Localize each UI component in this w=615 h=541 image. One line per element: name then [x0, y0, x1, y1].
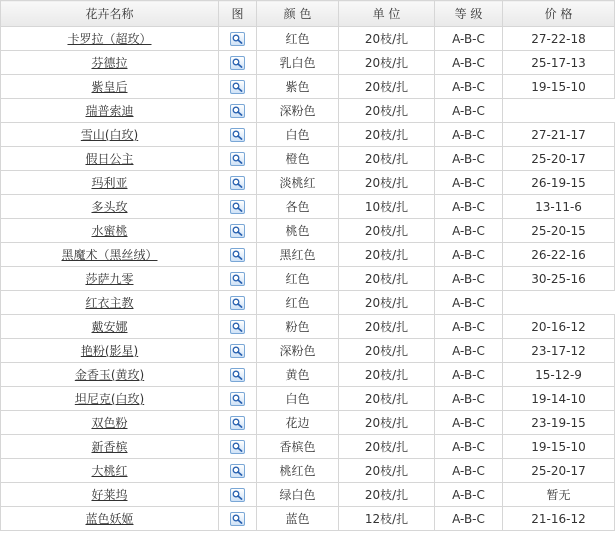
flower-name-link[interactable]: 芬德拉 [91, 56, 128, 70]
price-cell: 27-22-18 [503, 27, 615, 51]
picture-cell [219, 267, 257, 291]
grade-cell: A-B-C [435, 243, 503, 267]
price-cell [503, 99, 615, 123]
table-row [1, 291, 615, 315]
flower-name-cell [1, 147, 219, 171]
unit-cell: 20枝/扎 [339, 315, 435, 339]
color-cell: 乳白色 [257, 51, 339, 75]
flower-name-cell [1, 291, 219, 315]
flower-name-link[interactable]: 红衣主教 [85, 296, 134, 310]
flower-name-cell [1, 123, 219, 147]
header-unit: 单 位 [339, 1, 435, 27]
grade-cell: A-B-C [435, 75, 503, 99]
picture-cell [219, 339, 257, 363]
color-cell: 红色 [257, 27, 339, 51]
unit-cell: 20枝/扎 [339, 243, 435, 267]
table-row [1, 243, 615, 267]
magnifier-icon[interactable] [230, 296, 245, 310]
flower-name-cell [1, 459, 219, 483]
magnifier-icon[interactable] [230, 344, 245, 358]
unit-cell: 20枝/扎 [339, 387, 435, 411]
flower-name-link[interactable]: 瑞普索迪 [85, 104, 134, 118]
flower-name-link[interactable]: 蓝色妖姬 [85, 512, 134, 526]
unit-cell: 20枝/扎 [339, 219, 435, 243]
unit-cell: 20枝/扎 [339, 171, 435, 195]
grade-cell: A-B-C [435, 123, 503, 147]
unit-cell: 20枝/扎 [339, 339, 435, 363]
flower-name-cell [1, 435, 219, 459]
price-cell: 27-21-17 [503, 123, 615, 147]
unit-cell: 20枝/扎 [339, 75, 435, 99]
flower-name-cell [1, 75, 219, 99]
picture-cell [219, 435, 257, 459]
header-color: 颜 色 [257, 1, 339, 27]
flower-name-cell [1, 267, 219, 291]
price-cell: 暂无 [503, 483, 615, 507]
flower-name-link[interactable]: 雪山(白玫) [80, 128, 139, 142]
flower-name-link[interactable]: 金香玉(黄玫) [74, 368, 145, 382]
price-cell: 23-17-12 [503, 339, 615, 363]
magnifier-icon[interactable] [230, 272, 245, 286]
magnifier-icon[interactable] [230, 440, 245, 454]
header-flower-name: 花卉名称 [1, 1, 219, 27]
grade-cell: A-B-C [435, 339, 503, 363]
table-row [1, 171, 615, 195]
picture-cell [219, 27, 257, 51]
flower-name-cell [1, 339, 219, 363]
picture-cell [219, 123, 257, 147]
color-cell: 香槟色 [257, 435, 339, 459]
price-cell: 25-20-17 [503, 147, 615, 171]
price-cell [503, 291, 615, 315]
flower-name-cell [1, 171, 219, 195]
table-row [1, 435, 615, 459]
grade-cell: A-B-C [435, 51, 503, 75]
color-cell: 桃红色 [257, 459, 339, 483]
table-row [1, 195, 615, 219]
grade-cell: A-B-C [435, 99, 503, 123]
unit-cell: 20枝/扎 [339, 291, 435, 315]
unit-cell: 20枝/扎 [339, 267, 435, 291]
price-cell: 15-12-9 [503, 363, 615, 387]
color-cell: 黄色 [257, 363, 339, 387]
table-row [1, 123, 615, 147]
price-cell: 30-25-16 [503, 267, 615, 291]
grade-cell: A-B-C [435, 483, 503, 507]
unit-cell: 20枝/扎 [339, 435, 435, 459]
color-cell: 橙色 [257, 147, 339, 171]
magnifier-icon[interactable] [230, 416, 245, 430]
unit-cell: 20枝/扎 [339, 363, 435, 387]
color-cell: 粉色 [257, 315, 339, 339]
color-cell: 绿白色 [257, 483, 339, 507]
flower-name-cell [1, 483, 219, 507]
magnifier-icon[interactable] [230, 512, 245, 526]
magnifier-icon[interactable] [230, 80, 245, 94]
color-cell: 深粉色 [257, 99, 339, 123]
picture-cell [219, 75, 257, 99]
unit-cell: 20枝/扎 [339, 99, 435, 123]
picture-cell [219, 99, 257, 123]
unit-cell: 20枝/扎 [339, 27, 435, 51]
price-cell: 25-20-15 [503, 219, 615, 243]
magnifier-icon[interactable] [230, 152, 245, 166]
header-price: 价 格 [503, 1, 615, 27]
flower-name-link[interactable]: 双色粉 [91, 416, 128, 430]
magnifier-icon[interactable] [230, 248, 245, 262]
picture-cell [219, 219, 257, 243]
magnifier-icon[interactable] [230, 104, 245, 118]
color-cell: 淡桃红 [257, 171, 339, 195]
unit-cell: 20枝/扎 [339, 411, 435, 435]
flower-name-link[interactable]: 戴安娜 [91, 320, 128, 334]
table-row [1, 27, 615, 51]
price-cell: 20-16-12 [503, 315, 615, 339]
grade-cell: A-B-C [435, 267, 503, 291]
magnifier-icon[interactable] [230, 200, 245, 214]
color-cell: 红色 [257, 267, 339, 291]
flower-name-link[interactable]: 坦尼克(白玫) [74, 392, 145, 406]
grade-cell: A-B-C [435, 411, 503, 435]
table-row [1, 147, 615, 171]
grade-cell: A-B-C [435, 291, 503, 315]
grade-cell: A-B-C [435, 219, 503, 243]
flower-name-link[interactable]: 新香槟 [91, 440, 128, 454]
picture-cell [219, 195, 257, 219]
magnifier-icon[interactable] [230, 56, 245, 70]
picture-cell [219, 507, 257, 531]
magnifier-icon[interactable] [230, 176, 245, 190]
grade-cell: A-B-C [435, 363, 503, 387]
picture-cell [219, 363, 257, 387]
picture-cell [219, 459, 257, 483]
color-cell: 蓝色 [257, 507, 339, 531]
color-cell: 白色 [257, 123, 339, 147]
table-row [1, 507, 615, 531]
table-row [1, 411, 615, 435]
magnifier-icon[interactable] [230, 320, 245, 334]
unit-cell: 20枝/扎 [339, 51, 435, 75]
flower-name-cell [1, 27, 219, 51]
unit-cell: 20枝/扎 [339, 459, 435, 483]
picture-cell [219, 147, 257, 171]
price-cell: 26-19-15 [503, 171, 615, 195]
table-header-row [1, 1, 615, 27]
flower-name-link[interactable]: 黑魔术（黑丝绒） [61, 248, 158, 262]
unit-cell: 20枝/扎 [339, 147, 435, 171]
magnifier-icon[interactable] [230, 464, 245, 478]
table-row [1, 483, 615, 507]
picture-cell [219, 291, 257, 315]
header-grade: 等 级 [435, 1, 503, 27]
color-cell: 深粉色 [257, 339, 339, 363]
table-body [1, 27, 615, 531]
flower-name-cell [1, 51, 219, 75]
table-row [1, 75, 615, 99]
picture-cell [219, 51, 257, 75]
flower-name-link[interactable]: 卡罗拉（超玫） [67, 32, 152, 46]
grade-cell: A-B-C [435, 507, 503, 531]
price-cell: 25-20-17 [503, 459, 615, 483]
price-cell: 19-14-10 [503, 387, 615, 411]
grade-cell: A-B-C [435, 195, 503, 219]
flower-name-cell [1, 99, 219, 123]
color-cell: 花边 [257, 411, 339, 435]
magnifier-icon[interactable] [230, 32, 245, 46]
flower-name-cell [1, 507, 219, 531]
unit-cell: 20枝/扎 [339, 483, 435, 507]
table-row [1, 315, 615, 339]
table-row [1, 219, 615, 243]
grade-cell: A-B-C [435, 387, 503, 411]
flower-name-cell [1, 411, 219, 435]
flower-name-cell [1, 219, 219, 243]
color-cell: 白色 [257, 387, 339, 411]
table-row [1, 387, 615, 411]
flower-name-cell [1, 387, 219, 411]
magnifier-icon[interactable] [230, 488, 245, 502]
picture-cell [219, 243, 257, 267]
picture-cell [219, 171, 257, 195]
picture-cell [219, 315, 257, 339]
color-cell: 红色 [257, 291, 339, 315]
grade-cell: A-B-C [435, 435, 503, 459]
price-cell: 19-15-10 [503, 75, 615, 99]
unit-cell: 20枝/扎 [339, 123, 435, 147]
table-row [1, 99, 615, 123]
table-row [1, 363, 615, 387]
flower-name-link[interactable]: 艳粉(影星) [80, 344, 139, 358]
flower-name-link[interactable]: 紫皇后 [91, 80, 128, 94]
picture-cell [219, 411, 257, 435]
color-cell: 桃色 [257, 219, 339, 243]
grade-cell: A-B-C [435, 315, 503, 339]
table-row [1, 459, 615, 483]
grade-cell: A-B-C [435, 27, 503, 51]
flower-name-link[interactable]: 水蜜桃 [91, 224, 128, 238]
magnifier-icon[interactable] [230, 392, 245, 406]
magnifier-icon[interactable] [230, 128, 245, 142]
flower-name-cell [1, 195, 219, 219]
color-cell: 各色 [257, 195, 339, 219]
table-row [1, 267, 615, 291]
table-row [1, 339, 615, 363]
price-cell: 21-16-12 [503, 507, 615, 531]
flower-name-link[interactable]: 多头玫 [91, 200, 128, 214]
magnifier-icon[interactable] [230, 368, 245, 382]
flower-name-link[interactable]: 大桃红 [91, 464, 128, 478]
unit-cell: 10枝/扎 [339, 195, 435, 219]
price-cell: 13-11-6 [503, 195, 615, 219]
price-cell: 26-22-16 [503, 243, 615, 267]
price-cell: 19-15-10 [503, 435, 615, 459]
grade-cell: A-B-C [435, 171, 503, 195]
color-cell: 黑红色 [257, 243, 339, 267]
flower-name-link[interactable]: 好莱坞 [91, 488, 128, 502]
price-cell: 25-17-13 [503, 51, 615, 75]
table-row [1, 51, 615, 75]
unit-cell: 12枝/扎 [339, 507, 435, 531]
flower-name-link[interactable]: 玛利亚 [91, 176, 128, 190]
magnifier-icon[interactable] [230, 224, 245, 238]
grade-cell: A-B-C [435, 147, 503, 171]
color-cell: 紫色 [257, 75, 339, 99]
picture-cell [219, 483, 257, 507]
picture-cell [219, 387, 257, 411]
flower-name-cell [1, 315, 219, 339]
grade-cell: A-B-C [435, 459, 503, 483]
flower-name-link[interactable]: 假日公主 [85, 152, 134, 166]
flower-name-cell [1, 363, 219, 387]
header-picture: 图 [219, 1, 257, 27]
price-cell: 23-19-15 [503, 411, 615, 435]
flower-name-cell [1, 243, 219, 267]
flower-name-link[interactable]: 莎萨九零 [85, 272, 134, 286]
